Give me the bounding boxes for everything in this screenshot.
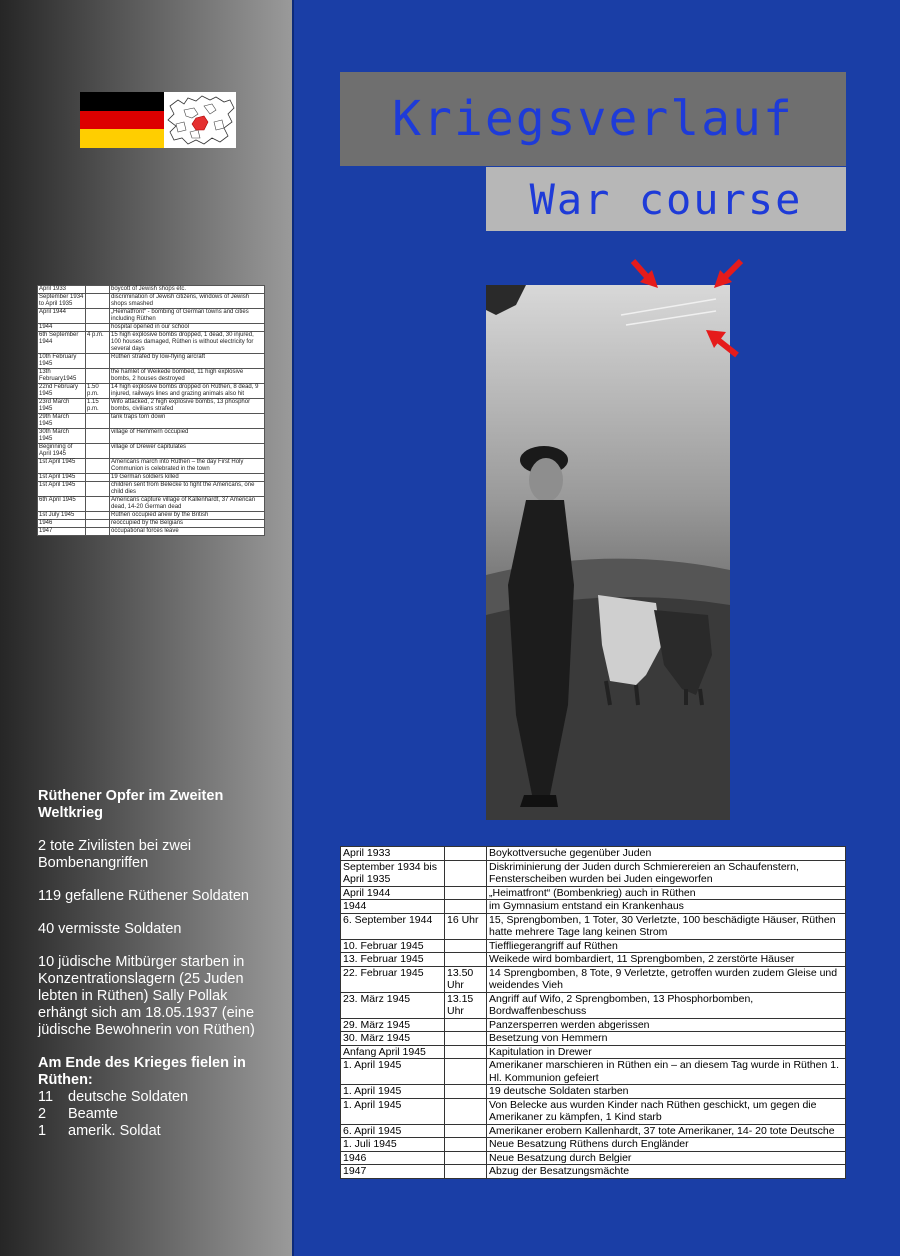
list-item: 11 deutsche Soldaten: [38, 1089, 189, 1105]
table-row: [341, 1124, 846, 1138]
event-cell: 15 high explosive bombs dropped, 1 dead, 30 injured, 100 houses damaged, Rüthen is without electricity for several days: [110, 332, 265, 354]
table-row: [38, 332, 265, 354]
table-row: [38, 354, 265, 369]
date-cell: 22. Februar 1945: [341, 966, 445, 992]
time-cell: [86, 429, 110, 444]
time-cell: [445, 1138, 487, 1152]
date-cell: 1st April 1945: [38, 474, 86, 482]
table-row: [341, 953, 846, 967]
time-cell: 4 p.m.: [86, 332, 110, 354]
table-row: [341, 1085, 846, 1099]
table-row: [341, 1018, 846, 1032]
table-row: [341, 1098, 846, 1124]
time-cell: [445, 1151, 487, 1165]
event-cell: Amerikaner marschieren in Rüthen ein – an diesem Tag wurde in Rüthen 1. Hl. Kommunion gefeiert: [487, 1059, 846, 1085]
victims-soldiers: 119 gefallene Rüthener Soldaten: [38, 888, 249, 904]
date-cell: 1944: [341, 900, 445, 914]
table-row: [341, 966, 846, 992]
event-cell: children sent from Belecke to fight the Americans, one child dies: [110, 482, 265, 497]
table-row: [341, 992, 846, 1018]
table-row: [38, 482, 265, 497]
date-cell: Anfang April 1945: [341, 1045, 445, 1059]
event-cell: Amerikaner erobern Kallenhardt, 37 tote Amerikaner, 14- 20 tote Deutsche: [487, 1124, 846, 1138]
date-cell: 1. April 1945: [341, 1098, 445, 1124]
time-cell: [445, 900, 487, 914]
table-row: [341, 1045, 846, 1059]
time-cell: [445, 1032, 487, 1046]
time-cell: 13.50 Uhr: [445, 966, 487, 992]
event-cell: Angriff auf Wifo, 2 Sprengbomben, 13 Phosphorbomben, Bordwaffenbeschuss: [487, 992, 846, 1018]
date-cell: September 1934 bis April 1935: [341, 860, 445, 886]
time-cell: [445, 953, 487, 967]
table-row: [341, 1032, 846, 1046]
page-title-english: War course: [486, 167, 846, 231]
date-cell: 30. März 1945: [341, 1032, 445, 1046]
event-cell: tank traps torn down: [110, 414, 265, 429]
date-cell: 10. Februar 1945: [341, 939, 445, 953]
time-cell: [86, 309, 110, 324]
table-row: [38, 324, 265, 332]
page-title-german: Kriegsverlauf: [340, 72, 846, 166]
table-row: [38, 399, 265, 414]
date-cell: September 1934 to April 1935: [38, 294, 86, 309]
time-cell: [86, 497, 110, 512]
time-cell: [86, 512, 110, 520]
time-cell: [86, 369, 110, 384]
table-row: [341, 860, 846, 886]
time-cell: 1.15 p.m.: [86, 399, 110, 414]
table-row: [38, 384, 265, 399]
time-cell: [445, 1124, 487, 1138]
date-cell: 1. April 1945: [341, 1085, 445, 1099]
date-cell: 1st July 1945: [38, 512, 86, 520]
table-row: [38, 459, 265, 474]
arrow-icon: [630, 258, 660, 292]
time-cell: [445, 886, 487, 900]
date-cell: April 1944: [341, 886, 445, 900]
event-cell: Americans march into Rüthen – the day First Holy Communion is celebrated in the town: [110, 459, 265, 474]
victims-civilians: 2 tote Zivilisten bei zwei Bombenangriffen: [38, 838, 192, 871]
table-row: [38, 294, 265, 309]
date-cell: 6. September 1944: [341, 913, 445, 939]
victims-end-list: [38, 1089, 274, 1140]
date-cell: Beginning of April 1945: [38, 444, 86, 459]
time-cell: [86, 520, 110, 528]
date-cell: 1. Juli 1945: [341, 1138, 445, 1152]
date-cell: April 1933: [38, 286, 86, 294]
event-cell: „Heimatfront“ - bombing of German towns and cities including Rüthen: [110, 309, 265, 324]
time-cell: [445, 1018, 487, 1032]
event-cell: im Gymnasium entstand ein Krankenhaus: [487, 900, 846, 914]
time-cell: [445, 860, 487, 886]
date-cell: 1946: [341, 1151, 445, 1165]
victims-heading: Rüthener Opfer im Zweiten Weltkrieg: [38, 788, 224, 821]
event-cell: 15, Sprengbomben, 1 Toter, 30 Verletzte, 100 beschädigte Häuser, Rüthen hatte mehrere Tage lang keinen Strom: [487, 913, 846, 939]
date-cell: 13th February1945: [38, 369, 86, 384]
event-cell: Boykottversuche gegenüber Juden: [487, 847, 846, 861]
time-cell: 1.50 p.m.: [86, 384, 110, 399]
time-cell: [445, 1045, 487, 1059]
date-cell: 1946: [38, 520, 86, 528]
date-cell: 6th September 1944: [38, 332, 86, 354]
table-row: [38, 520, 265, 528]
time-cell: [86, 459, 110, 474]
time-cell: [86, 482, 110, 497]
table-row: [38, 444, 265, 459]
event-cell: Americans capture village of Kallenhardt, 37 American dead, 14-20 German dead: [110, 497, 265, 512]
date-cell: 1947: [38, 528, 86, 536]
event-cell: Tieffliegerangriff auf Rüthen: [487, 939, 846, 953]
event-cell: Kapitulation in Drewer: [487, 1045, 846, 1059]
event-cell: Wifo attacked, 2 high explosive bombs, 13 phosphor bombs, civilians strafed: [110, 399, 265, 414]
time-cell: 16 Uhr: [445, 913, 487, 939]
time-cell: [86, 324, 110, 332]
table-row: [341, 939, 846, 953]
date-cell: 23. März 1945: [341, 992, 445, 1018]
event-cell: hospital opened in our school: [110, 324, 265, 332]
date-cell: 1. April 1945: [341, 1059, 445, 1085]
table-row: [341, 886, 846, 900]
date-cell: April 1933: [341, 847, 445, 861]
table-row: [341, 847, 846, 861]
date-cell: 22nd February 1945: [38, 384, 86, 399]
event-cell: 19 German soldiers killed: [110, 474, 265, 482]
table-row: [38, 414, 265, 429]
event-cell: 19 deutsche Soldaten starben: [487, 1085, 846, 1099]
arrow-icon: [710, 258, 744, 292]
table-row: [341, 1151, 846, 1165]
time-cell: [86, 474, 110, 482]
victims-missing: 40 vermisste Soldaten: [38, 921, 182, 937]
date-cell: 10th February 1945: [38, 354, 86, 369]
time-cell: [445, 1165, 487, 1179]
table-row: [341, 1138, 846, 1152]
event-cell: Weikede wird bombardiert, 11 Sprengbomben, 2 zerstörte Häuser: [487, 953, 846, 967]
date-cell: 6th April 1945: [38, 497, 86, 512]
time-cell: 13.15 Uhr: [445, 992, 487, 1018]
event-cell: the hamlet of Weikede bombed, 11 high explosive bombs, 2 houses destroyed: [110, 369, 265, 384]
event-cell: Panzersperren werden abgerissen: [487, 1018, 846, 1032]
table-row: [341, 913, 846, 939]
event-cell: occupational forces leave: [110, 528, 265, 536]
event-cell: Neue Besatzung durch Belgier: [487, 1151, 846, 1165]
date-cell: 23rd March 1945: [38, 399, 86, 414]
table-row: [38, 474, 265, 482]
table-row: [38, 429, 265, 444]
time-cell: [445, 1085, 487, 1099]
date-cell: 1947: [341, 1165, 445, 1179]
time-cell: [445, 1098, 487, 1124]
arrow-icon: [702, 326, 740, 358]
time-cell: [445, 847, 487, 861]
table-row: [38, 528, 265, 536]
event-cell: Von Belecke aus wurden Kinder nach Rüthen geschickt, um gegen die Amerikaner zu kämpfen, 1 Kind starb: [487, 1098, 846, 1124]
event-cell: Diskriminierung der Juden durch Schmierereien an Schaufenstern, Fensterscheiben wurden bei Juden eingeworfen: [487, 860, 846, 886]
date-cell: 30th March 1945: [38, 429, 86, 444]
historical-photo: [486, 285, 730, 820]
date-cell: 13. Februar 1945: [341, 953, 445, 967]
table-row: [38, 309, 265, 324]
event-cell: Neue Besatzung Rüthens durch Engländer: [487, 1138, 846, 1152]
event-cell: Rüthen strafed by low-flying aircraft: [110, 354, 265, 369]
europe-map-icon: [164, 92, 236, 148]
german-flag-icon: [80, 92, 164, 148]
date-cell: 6. April 1945: [341, 1124, 445, 1138]
event-cell: 14 high explosive bombs dropped on Rüthen, 8 dead, 9 injured, railways lines and grazing animals also hit: [110, 384, 265, 399]
event-cell: village of Hemmern occupied: [110, 429, 265, 444]
date-cell: 29th March 1945: [38, 414, 86, 429]
victims-jewish: 10 jüdische Mitbürger starben in Konzentrationslagern (25 Juden lebten in Rüthen) Sally Pollak erhängt sich am 18.05.1937 (eine jüdische Bewohnerin von Rüthen): [38, 954, 255, 1038]
table-row: [341, 900, 846, 914]
event-cell: reoccupied by the Belgians: [110, 520, 265, 528]
timeline-table-english: [37, 285, 265, 536]
victims-section: [38, 788, 274, 1140]
table-row: [38, 497, 265, 512]
event-cell: „Heimatfront“ (Bombenkrieg) auch in Rüthen: [487, 886, 846, 900]
table-row: [38, 512, 265, 520]
event-cell: village of Drewer capitulates: [110, 444, 265, 459]
date-cell: 29. März 1945: [341, 1018, 445, 1032]
list-item: 2 Beamte: [38, 1106, 118, 1122]
list-item: 1 amerik. Soldat: [38, 1123, 161, 1139]
event-cell: discrimination of Jewish citizens, windows of Jewish shops smashed: [110, 294, 265, 309]
time-cell: [86, 414, 110, 429]
event-cell: Besetzung von Hemmern: [487, 1032, 846, 1046]
date-cell: 1st April 1945: [38, 482, 86, 497]
date-cell: April 1944: [38, 309, 86, 324]
date-cell: 1st April 1945: [38, 459, 86, 474]
time-cell: [86, 286, 110, 294]
table-row: [341, 1165, 846, 1179]
time-cell: [445, 1059, 487, 1085]
event-cell: Abzug der Besatzungsmächte: [487, 1165, 846, 1179]
time-cell: [86, 444, 110, 459]
date-cell: 1944: [38, 324, 86, 332]
time-cell: [445, 939, 487, 953]
table-row: [341, 1059, 846, 1085]
table-row: [38, 369, 265, 384]
event-cell: boycott of Jewish shops etc.: [110, 286, 265, 294]
time-cell: [86, 528, 110, 536]
event-cell: Rüthen occupied anew by the British: [110, 512, 265, 520]
victims-end-heading: Am Ende des Krieges fielen in Rüthen:: [38, 1055, 246, 1088]
time-cell: [86, 294, 110, 309]
time-cell: [86, 354, 110, 369]
event-cell: 14 Sprengbomben, 8 Tote, 9 Verletzte, getroffen wurden zudem Gleise und weidendes Vieh: [487, 966, 846, 992]
table-row: [38, 286, 265, 294]
timeline-table-german: [340, 846, 846, 1179]
